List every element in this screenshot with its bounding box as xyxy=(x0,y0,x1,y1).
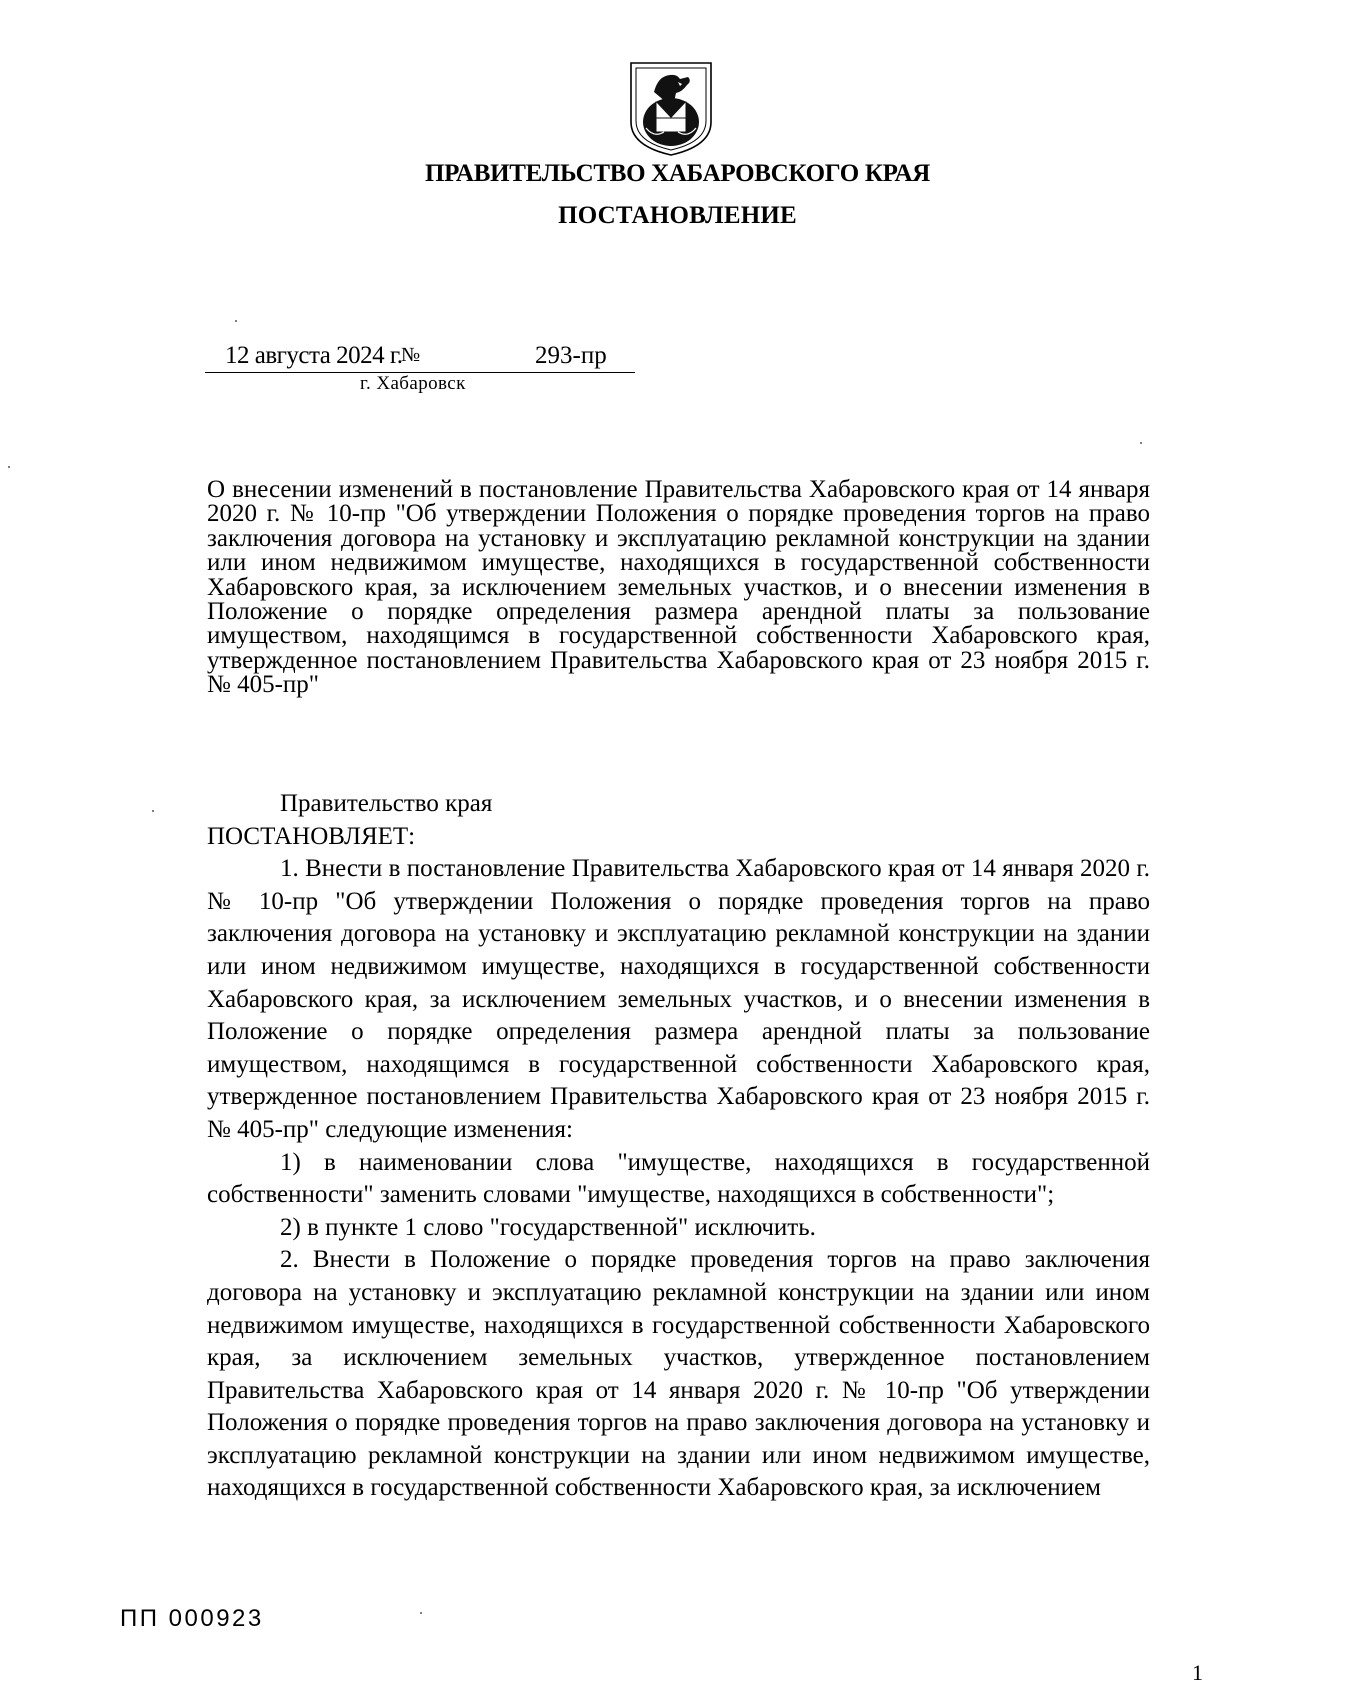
document-number: 293-пр xyxy=(535,342,607,369)
resolves-heading: ПОСТАНОВЛЯЕТ: xyxy=(207,822,416,850)
document-type-title: ПОСТАНОВЛЕНИЕ xyxy=(558,202,797,229)
document-body xyxy=(207,788,1150,1505)
body-paragraph: 1. Внести в постановление Правительства Хабаровского края от 14 января 2020 г. № 10-пр "Об утверждении Положения о порядке проведения торгов на право заключения договора на установку и эксплуатацию рекламной конструкции на здании или ином недвижимом имуществе, находящихся в государственной собственности Хабаровского края, за исключением земельных участков, и о внесении изменения в Положение о порядке определения размера арендной платы за пользование имуществом, находящимся в государственной собственности Хабаровского края, утвержденное постановлением Правительства Хабаровского края от 23 ноября 2015 г. № 405-пр" следующие изменения: xyxy=(207,855,1150,1143)
body-paragraph: 1) в наименовании слова "имуществе, находящихся в государственной собственности" заменить словами "имуществе, находящихся в собственности"; xyxy=(207,1148,1150,1209)
body-paragraph: 2. Внести в Положение о порядке проведения торгов на право заключения договора на установку и эксплуатацию рекламной конструкции на здании или ином недвижимом имуществе, находящихся в государственной собственности Хабаровского края, за исключением земельных участков, утвержденное постановлением Правительства Хабаровского края от 14 января 2020 г. № 10-пр "Об утверждении Положения о порядке проведения торгов на право заключения договора на установку и эксплуатацию рекламной конструкции на здании или ином недвижимом имуществе, находящихся в государственной собственности Хабаровского края, за исключением xyxy=(207,1246,1150,1502)
registration-line xyxy=(205,342,635,374)
scan-speck xyxy=(420,1612,422,1614)
document-date: 12 августа 2024 г. xyxy=(225,342,403,369)
form-code: ПП 000923 xyxy=(120,1605,264,1632)
document-city: г. Хабаровск xyxy=(360,373,466,394)
scan-speck xyxy=(152,810,154,812)
scan-speck xyxy=(1140,442,1142,444)
coat-of-arms-icon xyxy=(630,62,712,156)
document-subject: О внесении изменений в постановление Правительства Хабаровского края от 14 января 2020 г. № 10-пр "Об утверждении Положения о порядке проведения торгов на право заключения договора на установку и эксплуатацию рекламной конструкции на здании или ином недвижимом имуществе, находящихся в государственной собственности Хабаровского края, за исключением земельных участков, и о внесении изменения в Положение о порядке определения размера арендной платы за пользование имуществом, находящимся в государственной собственности Хабаровского края, утвержденное постановлением Правительства Хабаровского края от 23 ноября 2015 г. № 405-пр" xyxy=(207,476,1150,699)
government-title: ПРАВИТЕЛЬСТВО ХАБАРОВСКОГО КРАЯ xyxy=(425,160,930,187)
page-number: 1 xyxy=(1192,1660,1203,1685)
scan-speck xyxy=(8,466,10,468)
preamble-line: Правительство края xyxy=(280,790,493,817)
body-paragraph: 2) в пункте 1 слово "государственной" исключить. xyxy=(280,1213,816,1241)
number-sign: № xyxy=(401,344,421,366)
scan-speck xyxy=(235,320,237,322)
